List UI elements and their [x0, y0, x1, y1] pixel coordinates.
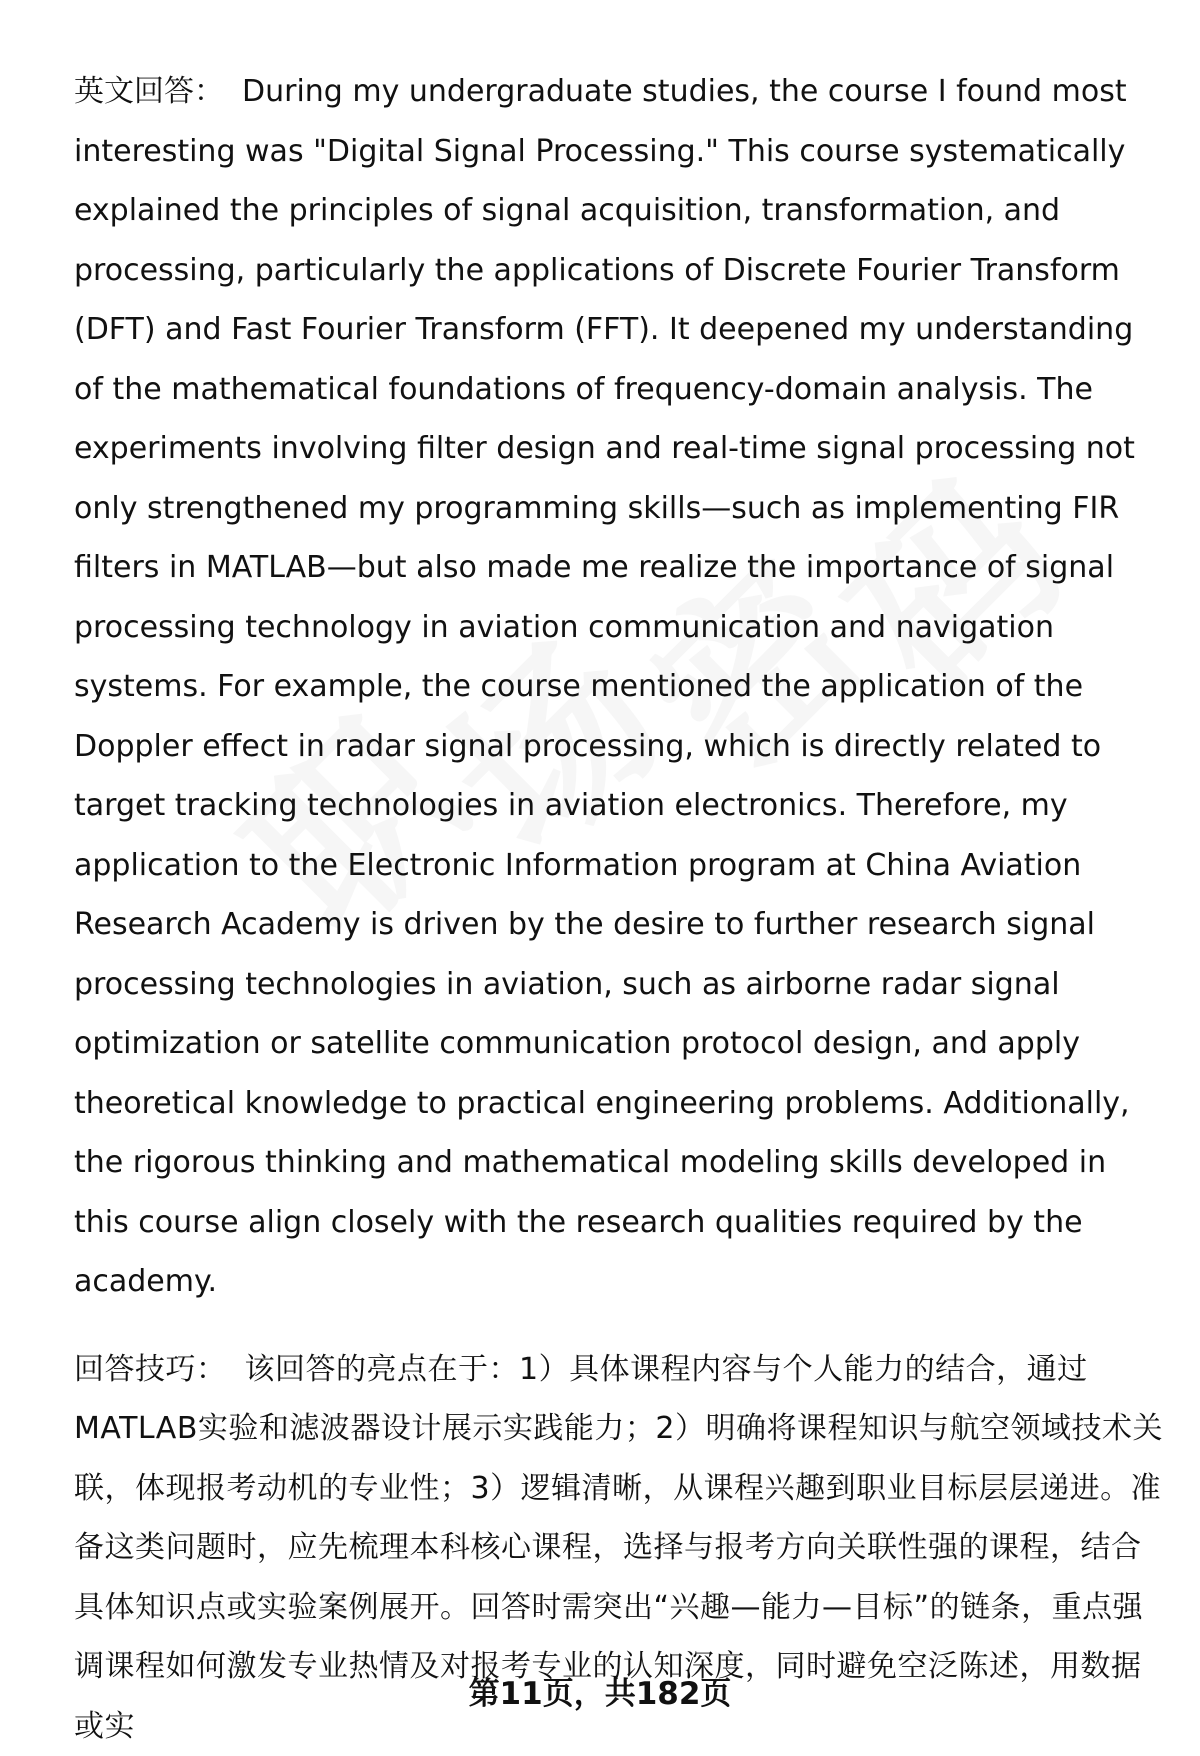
answer-tips-text: 该回答的亮点在于：1）具体课程内容与个人能力的结合，通过MATLAB实验和滤波器设计展示实践能力；2）明确将课程知识与航空领域技术关联，体现报考动机的专业性；3）逻辑清晰，从课程兴趣到职业目标层层递进。准备这类问题时，应先梳理本科核心课程，选择与报考方向关联性强的课程，结合具体知识点或实验案例展开。回答时需突出“兴趣—能力—目标”的链条，重点强调课程如何激发专业热情及对报考专业的认知深度，同时避免空泛陈述，用数据或实 — [74, 1352, 1163, 1744]
page-number: 第11页，共182页 — [0, 1668, 1200, 1713]
answer-tips-label: 回答技巧： — [74, 1352, 227, 1387]
english-answer-text: During my undergraduate studies, the course I found most interesting was "Digital Signal Processing." This course systematically explained the principles of signal acquisition, transformation, and processing, particularly the applications of Discrete Fourier Transform (DFT) and Fast Fourier Transform (FFT). It deepened my understanding of the mathematical foundations of frequency-domain analysis. The experiments involving filter design and real-time signal processing not only strengthened my programming skills—such as implementing FIR filters in MATLAB—but also made me realize the importance of signal processing technology in aviation communication and navigation systems. For example, the course mentioned the application of the Doppler effect in radar signal processing, which is directly related to target tracking technologies in aviation electronics. Therefore, my application to the Electronic Information program at China Aviation Research Academy is driven by the desire to further research signal processing technologies in aviation, such as airborne radar signal optimization or satellite communication protocol design, and apply theoretical knowledge to practical engineering problems. Additionally, the rigorous thinking and mathematical modeling skills developed in this course align closely with the research qualities required by the academy. — [74, 74, 1135, 1299]
english-answer-label: 英文回答： — [74, 74, 224, 109]
english-answer-paragraph — [74, 62, 1164, 1312]
document-page — [74, 62, 1164, 1756]
